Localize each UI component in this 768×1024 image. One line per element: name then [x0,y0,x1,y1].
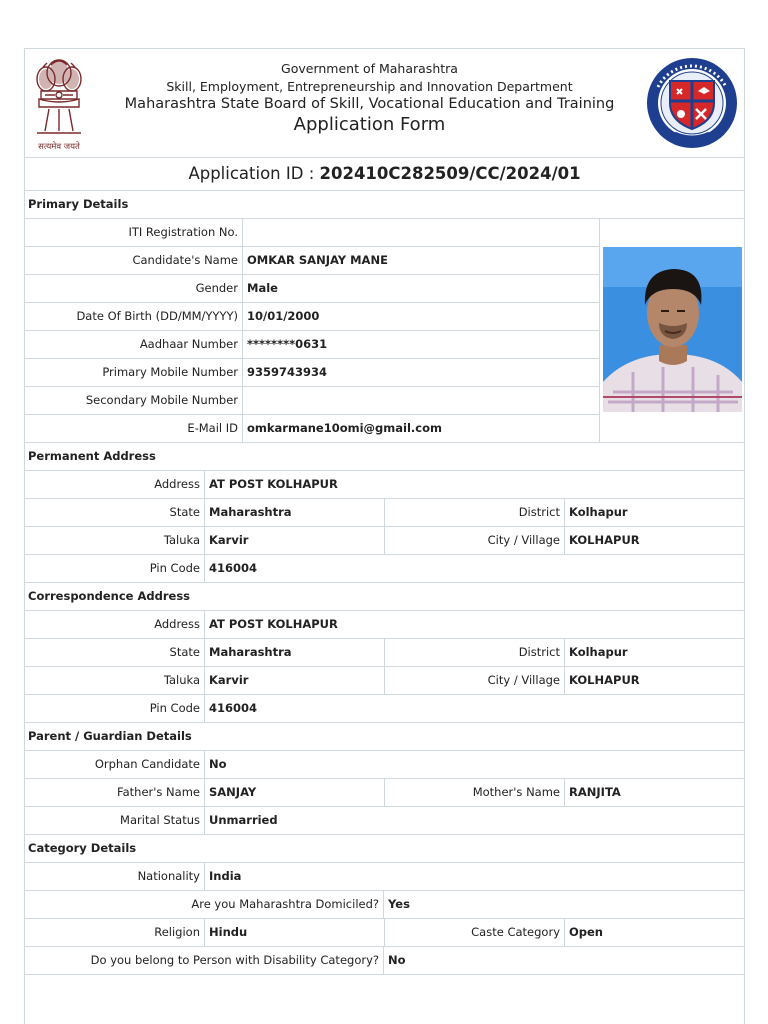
table-row [25,387,599,415]
secondary-mobile-value [243,387,247,414]
field-label: Orphan Candidate [25,751,205,778]
field-label: Mother's Name [385,779,565,806]
table-row [25,807,744,835]
permanent-address-value: AT POST KOLHAPUR [209,477,338,491]
caste-category-value: Open [569,925,603,939]
aadhaar-value: ********0631 [247,337,328,351]
permanent-address-heading: Permanent Address [25,443,744,471]
department-line: Skill, Employment, Entrepreneurship and Innovation Department [166,79,573,94]
permanent-district-value: Kolhapur [569,505,628,519]
field-label: Taluka [25,527,205,554]
table-row [25,359,599,387]
field-label: Nationality [25,863,205,890]
field-label: Date Of Birth (DD/MM/YYYY) [25,303,243,330]
category-details-heading: Category Details [25,835,744,863]
table-row [25,639,744,667]
nationality-value: India [209,869,242,883]
field-label: Address [25,471,205,498]
iti-registration-value [243,219,247,246]
candidate-photo [603,247,742,412]
father-name-value: SANJAY [205,779,385,806]
field-label: Caste Category [385,919,565,946]
correspondence-district-value: Kolhapur [569,645,628,659]
table-row [25,275,599,303]
table-row [25,863,744,891]
board-line: Maharashtra State Board of Skill, Vocational Education and Training [124,96,615,112]
field-label: Aadhaar Number [25,331,243,358]
field-label: Address [25,611,205,638]
table-row [25,555,744,583]
table-row [25,667,744,695]
disability-value: No [388,953,406,967]
field-label: District [385,499,565,526]
candidate-name-value: OMKAR SANJAY MANE [247,253,388,267]
correspondence-taluka-value: Karvir [205,667,385,694]
application-id-bar [25,158,744,191]
govt-line: Government of Maharashtra [281,61,458,76]
primary-details-section [25,219,744,443]
permanent-pin-value: 416004 [209,561,258,575]
primary-mobile-value: 9359743934 [247,365,328,379]
table-row [25,751,744,779]
table-row [25,219,599,247]
field-label: Secondary Mobile Number [25,387,243,414]
table-row [25,891,744,919]
table-row [25,947,744,975]
photo-cell [600,219,744,442]
form-header [25,49,744,158]
field-label: City / Village [385,667,565,694]
mother-name-value: RANJITA [569,785,621,799]
table-row [25,247,599,275]
field-label: Pin Code [25,695,205,722]
religion-value: Hindu [205,919,385,946]
table-row [25,527,744,555]
field-label: Religion [25,919,205,946]
table-row [25,303,599,331]
application-id-label: Application ID : [188,164,320,183]
form-title: Application Form [293,114,446,135]
table-row [25,471,744,499]
table-row [25,331,599,359]
field-label: Primary Mobile Number [25,359,243,386]
permanent-state-value: Maharashtra [205,499,385,526]
field-label: State [25,639,205,666]
field-label: Pin Code [25,555,205,582]
email-value: omkarmane10omi@gmail.com [247,421,442,435]
field-label: Marital Status [25,807,205,834]
correspondence-city-value: KOLHAPUR [569,673,640,687]
correspondence-state-value: Maharashtra [205,639,385,666]
table-row [25,695,744,723]
marital-status-value: Unmarried [209,813,278,827]
field-label: Taluka [25,667,205,694]
parent-guardian-heading: Parent / Guardian Details [25,723,744,751]
field-label: State [25,499,205,526]
table-row [25,611,744,639]
state-emblem-icon [29,53,89,153]
emblem-motto: सत्यमेव जयते [38,142,80,152]
primary-details-table [25,219,600,442]
correspondence-pin-value: 416004 [209,701,258,715]
table-row [25,779,744,807]
dob-value: 10/01/2000 [247,309,320,323]
board-logo-icon [644,55,740,151]
correspondence-address-value: AT POST KOLHAPUR [209,617,338,631]
table-row [25,499,744,527]
field-label: E-Mail ID [25,415,243,442]
field-label: Do you belong to Person with Disability Category? [25,947,384,974]
application-id-value: 202410C282509/CC/2024/01 [319,164,581,183]
field-label: Candidate's Name [25,247,243,274]
correspondence-address-heading: Correspondence Address [25,583,744,611]
header-text [95,49,644,135]
permanent-city-value: KOLHAPUR [569,533,640,547]
table-row [25,919,744,947]
gender-value: Male [247,281,278,295]
primary-details-heading: Primary Details [25,191,744,219]
field-label: Gender [25,275,243,302]
permanent-taluka-value: Karvir [205,527,385,554]
orphan-value: No [209,757,227,771]
field-label: Are you Maharashtra Domiciled? [25,891,384,918]
application-form [24,48,745,1024]
field-label: Father's Name [25,779,205,806]
field-label: District [385,639,565,666]
field-label: ITI Registration No. [25,219,243,246]
table-row [25,415,599,442]
field-label: City / Village [385,527,565,554]
domiciled-value: Yes [388,897,410,911]
